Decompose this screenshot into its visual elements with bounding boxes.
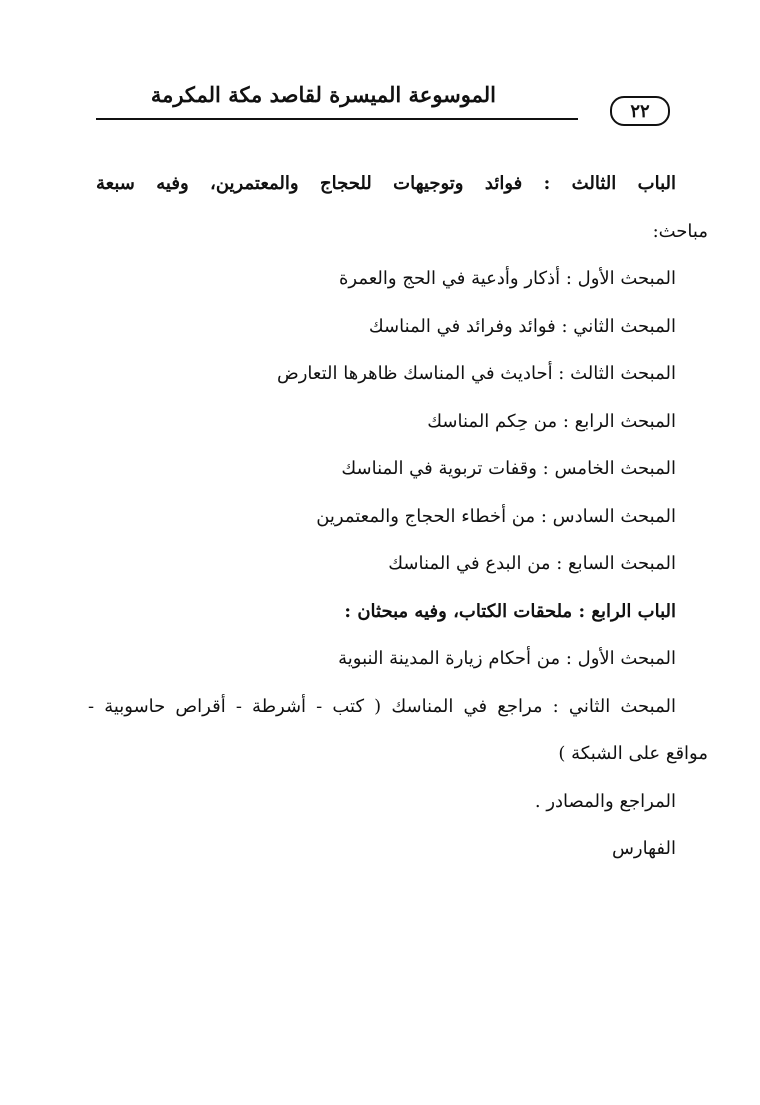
table-of-contents bbox=[88, 160, 708, 873]
chapter-3-heading: الباب الثالث : فوائد وتوجيهات للحجاج والمعتمرين، وفيه سبعة bbox=[96, 173, 676, 194]
chapter-4-heading: الباب الرابع : ملحقات الكتاب، وفيه مبحثان : bbox=[344, 600, 676, 622]
toc-entry-continuation: مواقع على الشبكة ) bbox=[558, 743, 708, 764]
toc-entry: المبحث الثاني : مراجع في المناسك ( كتب - أشرطة - أقراص حاسوبية - bbox=[88, 695, 676, 717]
toc-entry: المبحث الخامس : وقفات تربوية في المناسك bbox=[341, 458, 676, 479]
toc-entry: المبحث السابع : من البدع في المناسك bbox=[388, 553, 676, 574]
page-number-badge bbox=[610, 96, 670, 126]
toc-entry: المبحث الثاني : فوائد وفرائد في المناسك bbox=[368, 315, 676, 337]
running-title: الموسوعة الميسرة لقاصد مكة المكرمة bbox=[150, 82, 496, 107]
toc-entry: المبحث الرابع : من حِكم المناسك bbox=[427, 410, 676, 432]
indexes-entry: الفهارس bbox=[611, 838, 676, 859]
toc-entry: المبحث الثالث : أحاديث في المناسك ظاهرها التعارض bbox=[276, 363, 676, 384]
toc-entry: المبحث الأول : من أحكام زيارة المدينة النبوية bbox=[338, 648, 676, 669]
chapter-3-heading-continuation: مباحث: bbox=[652, 220, 708, 242]
toc-entry: المبحث السادس : من أخطاء الحجاج والمعتمرين bbox=[316, 505, 676, 527]
header-rule bbox=[96, 118, 578, 120]
page-number: ٢٢ bbox=[630, 100, 650, 122]
references-entry: المراجع والمصادر . bbox=[534, 790, 676, 812]
toc-entry: المبحث الأول : أذكار وأدعية في الحج والعمرة bbox=[338, 268, 676, 289]
page-header bbox=[96, 78, 670, 130]
